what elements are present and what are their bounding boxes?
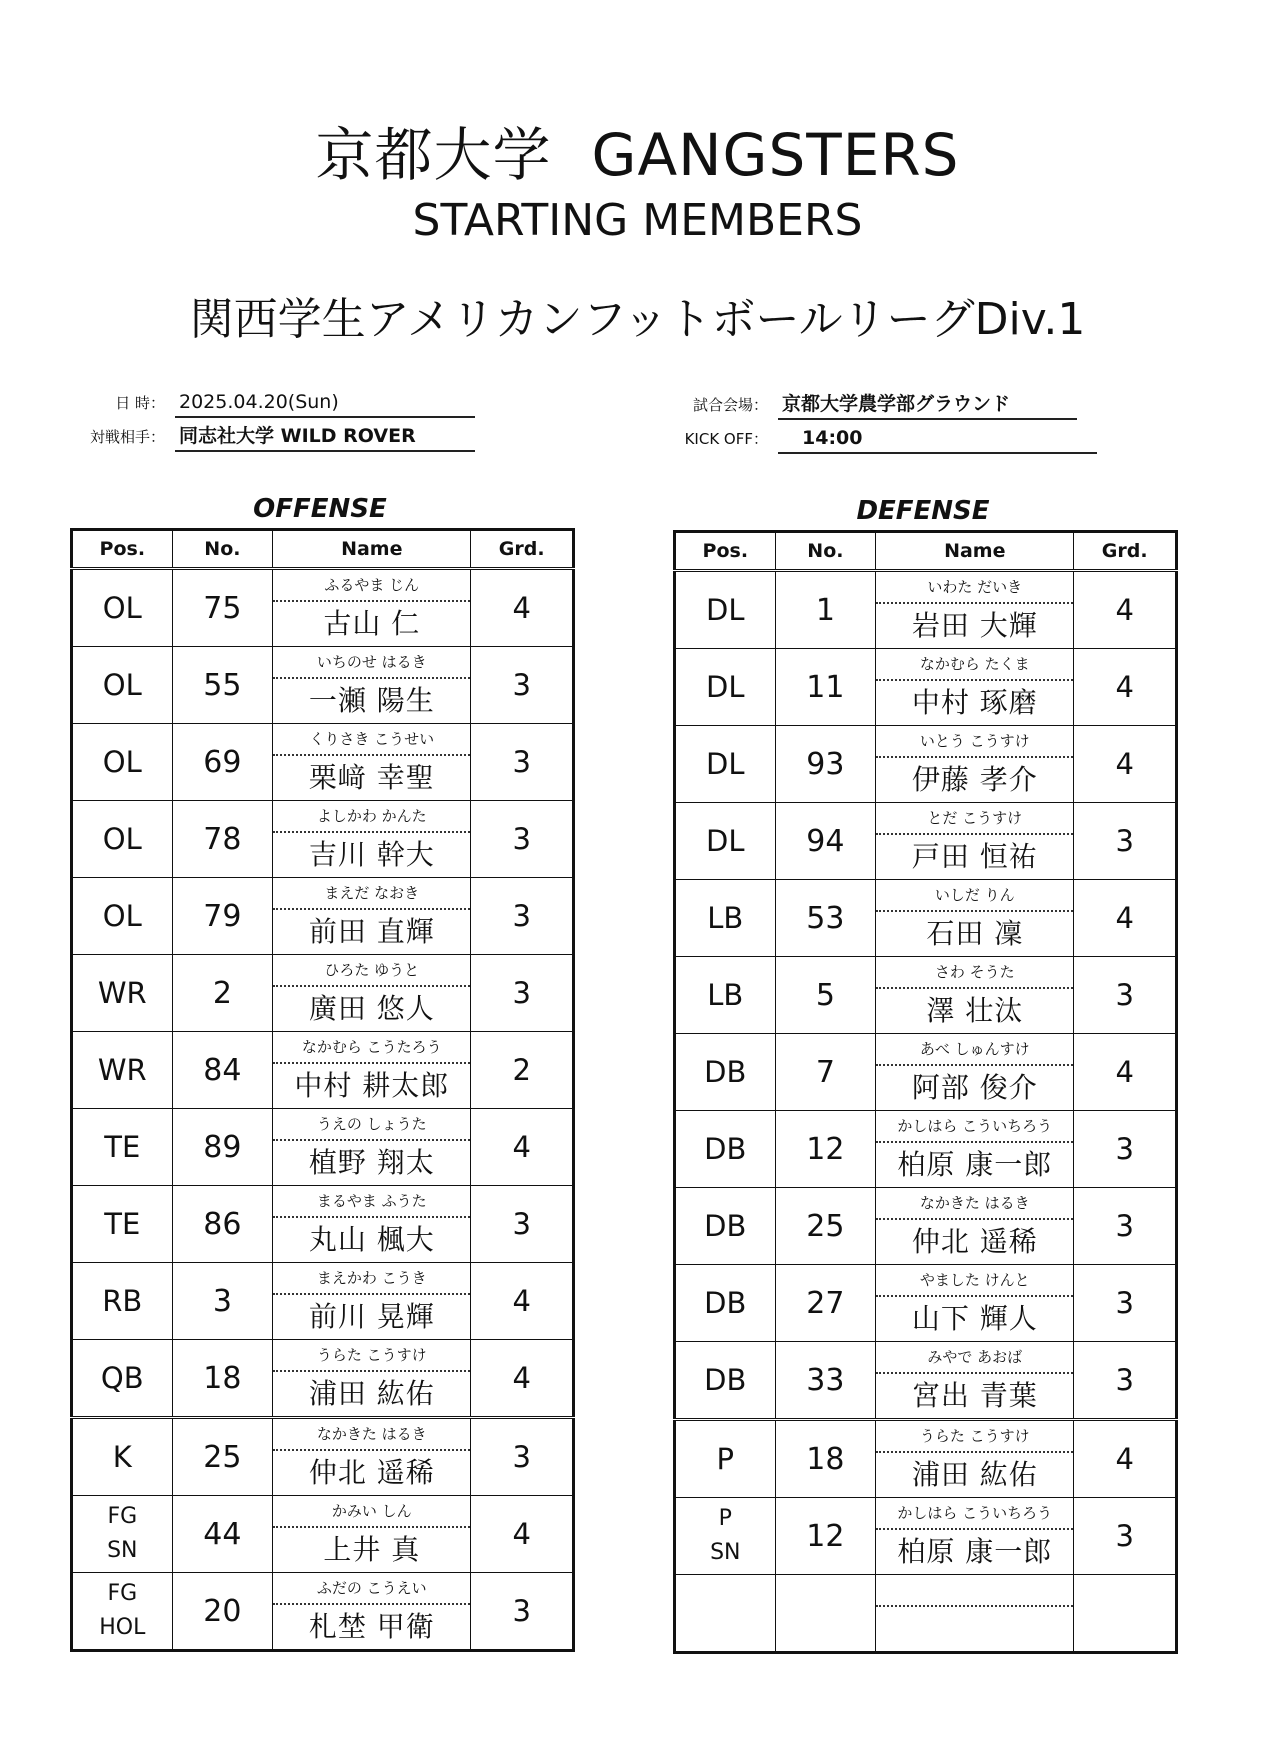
player-row — [675, 1188, 1177, 1265]
player-row — [72, 1263, 574, 1340]
grade-cell: 3 — [1074, 1342, 1177, 1420]
col-grd-header: Grd. — [471, 530, 574, 569]
player-row — [72, 878, 574, 955]
position-cell: DB — [675, 1265, 776, 1342]
grade-cell: 3 — [1074, 1188, 1177, 1265]
name-furigana — [876, 1575, 1073, 1607]
position-cell: DL — [675, 803, 776, 880]
name-cell — [273, 647, 471, 724]
grade-cell: 3 — [1074, 1498, 1177, 1575]
position-cell: DB — [675, 1111, 776, 1188]
grade-cell: 3 — [1074, 1111, 1177, 1188]
jersey-number-cell: 12 — [775, 1498, 876, 1575]
col-no-header: No. — [172, 530, 273, 569]
name-kanji: 植野 翔太 — [308, 1146, 435, 1179]
position-cell: TE — [72, 1109, 173, 1186]
player-row — [675, 571, 1177, 649]
name-cell — [876, 1034, 1074, 1111]
name-furigana: ひろた ゆうと — [273, 955, 470, 987]
name-furigana: なかきた はるき — [876, 1188, 1073, 1220]
name-furigana: さわ そうた — [876, 957, 1073, 989]
col-name-header: Name — [273, 530, 471, 569]
name-kanji: 澤 壮汰 — [926, 994, 1024, 1027]
position-secondary: SN — [107, 1538, 138, 1563]
name-cell — [876, 1342, 1074, 1420]
name-kanji: 阿部 俊介 — [911, 1071, 1038, 1104]
name-cell — [876, 1265, 1074, 1342]
col-name-header: Name — [876, 532, 1074, 571]
position-cell — [72, 1573, 173, 1651]
player-row — [72, 724, 574, 801]
jersey-number-cell — [775, 1575, 876, 1653]
name-kanji: 札埜 甲衛 — [308, 1610, 435, 1643]
player-row — [675, 649, 1177, 726]
player-row — [72, 1109, 574, 1186]
name-furigana: うらた こうすけ — [273, 1340, 470, 1372]
name-kanji: 前田 直輝 — [308, 915, 435, 948]
jersey-number-cell: 18 — [172, 1340, 273, 1418]
name-kanji: 上井 真 — [323, 1533, 421, 1566]
page-title — [0, 120, 1275, 190]
name-cell — [273, 878, 471, 955]
name-furigana: いとう こうすけ — [876, 726, 1073, 758]
name-cell — [876, 1498, 1074, 1575]
name-furigana: まるやま ふうた — [273, 1186, 470, 1218]
grade-cell: 4 — [1074, 880, 1177, 957]
name-cell — [876, 571, 1074, 649]
kickoff-value: 14:00 — [778, 424, 1097, 454]
name-kanji: 中村 琢磨 — [911, 686, 1038, 719]
grade-cell: 4 — [1074, 571, 1177, 649]
jersey-number-cell: 5 — [775, 957, 876, 1034]
player-row — [675, 1111, 1177, 1188]
position-secondary: HOL — [99, 1615, 146, 1640]
position-cell — [675, 1498, 776, 1575]
name-cell — [876, 726, 1074, 803]
position-cell: K — [72, 1418, 173, 1496]
name-cell — [273, 1418, 471, 1496]
position-cell: LB — [675, 957, 776, 1034]
position-cell: TE — [72, 1186, 173, 1263]
grade-cell: 3 — [471, 647, 574, 724]
grade-cell: 3 — [1074, 803, 1177, 880]
name-furigana: やました けんと — [876, 1265, 1073, 1297]
name-cell — [273, 955, 471, 1032]
jersey-number-cell: 93 — [775, 726, 876, 803]
name-furigana: まえかわ こうき — [273, 1263, 470, 1295]
offense-table — [70, 528, 575, 1652]
name-kanji: 山下 輝人 — [911, 1302, 1038, 1335]
jersey-number-cell: 69 — [172, 724, 273, 801]
position-secondary: SN — [710, 1540, 741, 1565]
team-name-jp: 京都大学 — [315, 121, 552, 189]
position-primary: FG — [107, 1504, 138, 1529]
name-furigana: あべ しゅんすけ — [876, 1034, 1073, 1066]
name-kanji: 中村 耕太郎 — [294, 1069, 450, 1102]
opponent-value: 同志社大学 WILD ROVER — [175, 422, 475, 452]
jersey-number-cell: 84 — [172, 1032, 273, 1109]
position-cell — [72, 1496, 173, 1573]
position-cell: DL — [675, 649, 776, 726]
jersey-number-cell: 20 — [172, 1573, 273, 1651]
name-furigana: いしだ りん — [876, 880, 1073, 912]
opponent-label: 対戦相手： — [89, 428, 165, 446]
player-row — [675, 1498, 1177, 1575]
position-cell: DL — [675, 571, 776, 649]
team-name-en: GANGSTERS — [591, 121, 960, 189]
name-furigana: かしはら こういちろう — [876, 1498, 1073, 1530]
name-furigana: ふるやま じん — [273, 570, 470, 602]
player-row — [675, 1265, 1177, 1342]
name-cell — [273, 724, 471, 801]
name-kanji: 柏原 康一郎 — [897, 1148, 1053, 1181]
name-furigana: まえだ なおき — [273, 878, 470, 910]
name-kanji: 仲北 遥稀 — [308, 1456, 435, 1489]
venue-value: 京都大学農学部グラウンド — [778, 390, 1077, 420]
name-furigana: よしかわ かんた — [273, 801, 470, 833]
defense-table — [673, 530, 1178, 1654]
position-cell: OL — [72, 801, 173, 878]
player-row — [675, 1034, 1177, 1111]
jersey-number-cell: 33 — [775, 1342, 876, 1420]
player-row — [72, 1496, 574, 1573]
name-kanji: 前川 晃輝 — [308, 1300, 435, 1333]
name-cell — [273, 1496, 471, 1573]
name-furigana: くりさき こうせい — [273, 724, 470, 756]
grade-cell: 3 — [471, 1186, 574, 1263]
name-furigana: とだ こうすけ — [876, 803, 1073, 835]
jersey-number-cell: 53 — [775, 880, 876, 957]
name-kanji: 柏原 康一郎 — [897, 1535, 1053, 1568]
position-primary: P — [718, 1506, 732, 1531]
player-row — [72, 801, 574, 878]
player-row — [72, 1573, 574, 1651]
jersey-number-cell: 27 — [775, 1265, 876, 1342]
name-kanji: 栗﨑 幸聖 — [308, 761, 435, 794]
name-cell — [273, 1340, 471, 1418]
defense-header-row — [675, 532, 1177, 571]
position-cell: WR — [72, 955, 173, 1032]
player-row — [72, 1418, 574, 1496]
name-furigana: かしはら こういちろう — [876, 1111, 1073, 1143]
kickoff-label: KICK OFF： — [684, 430, 768, 448]
name-furigana: かみい しん — [273, 1496, 470, 1528]
jersey-number-cell: 12 — [775, 1111, 876, 1188]
jersey-number-cell: 11 — [775, 649, 876, 726]
jersey-number-cell: 18 — [775, 1420, 876, 1498]
name-cell — [876, 1188, 1074, 1265]
grade-cell: 3 — [471, 724, 574, 801]
name-kanji — [876, 1607, 1073, 1651]
league-title: 関西学生アメリカンフットボールリーグDiv.1 — [189, 294, 1086, 345]
col-no-header: No. — [775, 532, 876, 571]
page-subtitle: STARTING MEMBERS — [412, 195, 863, 246]
player-row — [72, 1032, 574, 1109]
position-cell: OL — [72, 647, 173, 724]
grade-cell — [1074, 1575, 1177, 1653]
name-kanji: 伊藤 孝介 — [911, 763, 1038, 796]
jersey-number-cell: 44 — [172, 1496, 273, 1573]
grade-cell: 3 — [471, 1418, 574, 1496]
name-kanji: 廣田 悠人 — [308, 992, 435, 1025]
grade-cell: 4 — [471, 1109, 574, 1186]
position-cell: WR — [72, 1032, 173, 1109]
name-furigana: なかむら たくま — [876, 649, 1073, 681]
name-cell — [273, 1109, 471, 1186]
jersey-number-cell: 89 — [172, 1109, 273, 1186]
name-kanji: 戸田 恒祐 — [911, 840, 1038, 873]
grade-cell: 4 — [1074, 726, 1177, 803]
player-row — [675, 1342, 1177, 1420]
grade-cell: 4 — [1074, 1034, 1177, 1111]
grade-cell: 4 — [471, 1496, 574, 1573]
grade-cell: 4 — [1074, 649, 1177, 726]
jersey-number-cell: 25 — [775, 1188, 876, 1265]
name-kanji: 石田 凜 — [926, 917, 1024, 950]
jersey-number-cell: 75 — [172, 569, 273, 647]
position-cell: DL — [675, 726, 776, 803]
name-furigana: いちのせ はるき — [273, 647, 470, 679]
jersey-number-cell: 25 — [172, 1418, 273, 1496]
jersey-number-cell: 55 — [172, 647, 273, 724]
grade-cell: 3 — [1074, 957, 1177, 1034]
name-kanji: 古山 仁 — [323, 607, 421, 640]
name-furigana: なかきた はるき — [273, 1419, 470, 1451]
name-kanji: 宮出 青葉 — [911, 1379, 1038, 1412]
player-row — [72, 569, 574, 647]
grade-cell: 4 — [1074, 1420, 1177, 1498]
col-grd-header: Grd. — [1074, 532, 1177, 571]
name-kanji: 岩田 大輝 — [911, 609, 1038, 642]
position-cell: LB — [675, 880, 776, 957]
name-kanji: 丸山 楓大 — [308, 1223, 435, 1256]
name-cell — [273, 569, 471, 647]
name-cell — [876, 1111, 1074, 1188]
date-value: 2025.04.20(Sun) — [175, 388, 475, 418]
grade-cell: 3 — [471, 955, 574, 1032]
player-row — [675, 880, 1177, 957]
player-row — [675, 726, 1177, 803]
name-kanji: 浦田 紘佑 — [911, 1458, 1038, 1491]
name-furigana: みやで あおば — [876, 1342, 1073, 1374]
name-kanji: 仲北 遥稀 — [911, 1225, 1038, 1258]
venue-label: 試合会場： — [692, 396, 768, 414]
position-cell: P — [675, 1420, 776, 1498]
position-cell: DB — [675, 1034, 776, 1111]
name-cell — [876, 803, 1074, 880]
position-cell: OL — [72, 878, 173, 955]
player-row — [675, 1420, 1177, 1498]
jersey-number-cell: 2 — [172, 955, 273, 1032]
grade-cell: 3 — [1074, 1265, 1177, 1342]
position-primary: FG — [107, 1581, 138, 1606]
name-cell — [876, 1420, 1074, 1498]
name-kanji: 浦田 紘佑 — [308, 1377, 435, 1410]
jersey-number-cell: 78 — [172, 801, 273, 878]
name-cell — [273, 1186, 471, 1263]
player-row — [675, 803, 1177, 880]
defense-title: DEFENSE — [856, 496, 990, 526]
name-cell — [273, 1573, 471, 1651]
name-cell — [273, 1032, 471, 1109]
grade-cell: 4 — [471, 1263, 574, 1340]
col-pos-header: Pos. — [675, 532, 776, 571]
name-cell — [273, 1263, 471, 1340]
grade-cell: 3 — [471, 1573, 574, 1651]
name-furigana: うえの しょうた — [273, 1109, 470, 1141]
jersey-number-cell: 86 — [172, 1186, 273, 1263]
grade-cell: 3 — [471, 801, 574, 878]
name-furigana: いわた だいき — [876, 572, 1073, 604]
jersey-number-cell: 79 — [172, 878, 273, 955]
position-cell: DB — [675, 1342, 776, 1420]
position-cell: OL — [72, 724, 173, 801]
name-furigana: うらた こうすけ — [876, 1421, 1073, 1453]
name-cell — [876, 649, 1074, 726]
offense-header-row — [72, 530, 574, 569]
player-row — [72, 955, 574, 1032]
jersey-number-cell: 7 — [775, 1034, 876, 1111]
position-cell: RB — [72, 1263, 173, 1340]
name-kanji: 一瀬 陽生 — [308, 684, 435, 717]
date-label: 日 時： — [115, 394, 165, 412]
name-cell — [876, 1575, 1074, 1653]
col-pos-header: Pos. — [72, 530, 173, 569]
player-row — [72, 1186, 574, 1263]
jersey-number-cell: 94 — [775, 803, 876, 880]
name-cell — [273, 801, 471, 878]
position-cell — [675, 1575, 776, 1653]
player-row — [675, 957, 1177, 1034]
player-row — [72, 1340, 574, 1418]
jersey-number-cell: 3 — [172, 1263, 273, 1340]
name-kanji: 吉川 幹大 — [308, 838, 435, 871]
position-cell: OL — [72, 569, 173, 647]
player-row — [72, 647, 574, 724]
jersey-number-cell: 1 — [775, 571, 876, 649]
position-cell: DB — [675, 1188, 776, 1265]
grade-cell: 3 — [471, 878, 574, 955]
offense-title: OFFENSE — [253, 494, 387, 524]
name-cell — [876, 957, 1074, 1034]
grade-cell: 4 — [471, 569, 574, 647]
name-furigana: なかむら こうたろう — [273, 1032, 470, 1064]
position-cell: QB — [72, 1340, 173, 1418]
grade-cell: 4 — [471, 1340, 574, 1418]
name-cell — [876, 880, 1074, 957]
name-furigana: ふだの こうえい — [273, 1573, 470, 1605]
grade-cell: 2 — [471, 1032, 574, 1109]
player-row — [675, 1575, 1177, 1653]
